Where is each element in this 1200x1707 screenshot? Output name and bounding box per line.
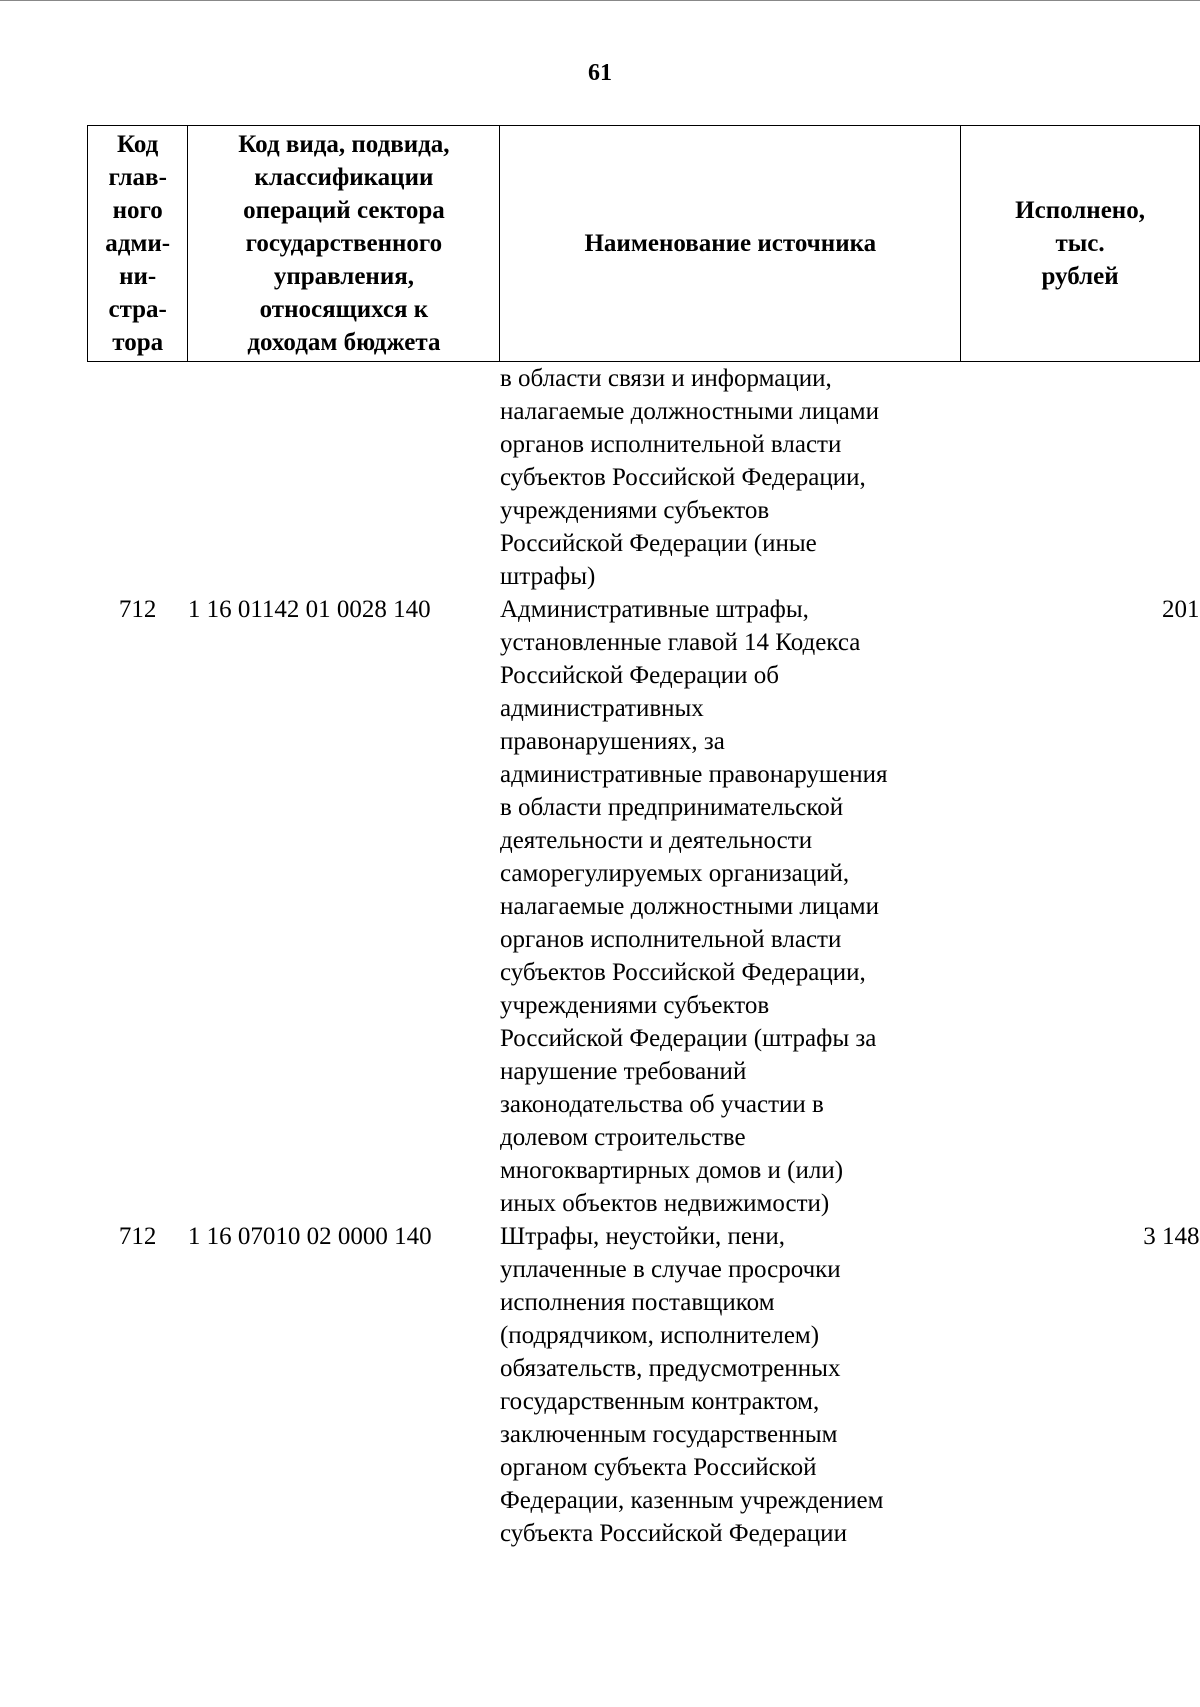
scan-edge [0,0,1200,4]
table-body [88,362,1200,1551]
amount-cell [961,362,1200,594]
table-header-row [88,126,1200,362]
source-name-cell: в области связи и информации, налагаемые должностными лицами органов исполнительной власти субъектов Российской Федерации, учреждениями субъектов Российской Федерации (иные штрафы) [499,365,879,590]
budget-code-cell: 1 16 07010 02 0000 140 [187,1223,432,1250]
admin-code-cell: 712 [118,596,157,623]
table-row [88,362,1200,594]
source-name-cell: Штрафы, неустойки, пени, уплаченные в случае просрочки исполнения поставщиком (подрядчиком, исполнителем) обязательств, предусмотренных государственным контрактом, заключенным государственным органом субъекта Российской Федерации, казенным учреждением субъекта Российской Федерации [499,1223,884,1547]
header-budget-code: Код вида, подвида, классификации операций сектора государственного управления, относящихся к доходам бюджета [188,126,500,362]
admin-code-cell: 712 [118,1223,157,1250]
header-executed-amount: Исполнено, тыс. рублей [961,126,1200,362]
header-source-name: Наименование источника [500,126,961,362]
table-row [88,1220,1200,1550]
source-name-cell: Административные штрафы, установленные главой 14 Кодекса Российской Федерации об административных правонарушениях, за административные правонарушения в области предпринимательской деятельности и деятельности саморегулируемых организаций, налагаемые должностными лицами органов исполнительной власти субъектов Российской Федерации, учреждениями субъектов Российской Федерации (штрафы за нарушение требований законодательства об участии в долевом строительстве многоквартирных домов и (или) иных объектов недвижимости) [499,596,888,1217]
amount-cell: 201 [1162,596,1200,623]
table-row [88,593,1200,1220]
header-admin-code: Код глав- ного адми- ни- стра- тора [88,126,188,362]
budget-code-cell [188,362,500,594]
budget-revenue-table [87,125,1200,1550]
page-number: 61 [588,60,612,86]
budget-code-cell: 1 16 01142 01 0028 140 [187,596,431,623]
amount-cell: 3 148 [1143,1223,1200,1250]
admin-code-cell [88,362,188,594]
